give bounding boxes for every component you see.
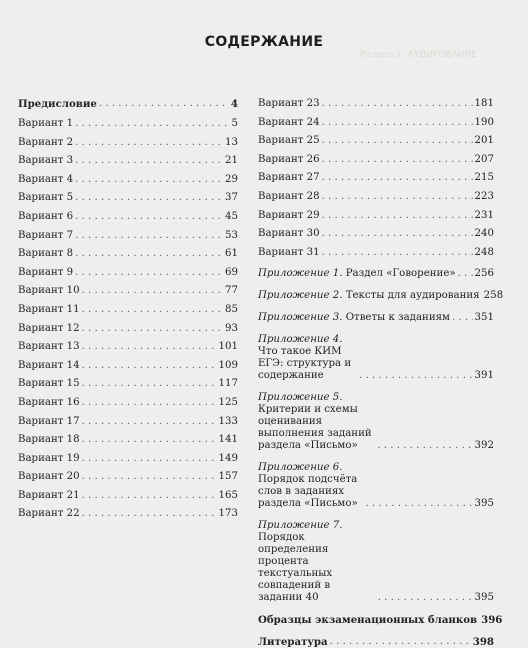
toc-entry-variant[interactable]	[18, 490, 238, 502]
toc-entry-variant[interactable]	[18, 378, 238, 390]
toc-entry-variant[interactable]	[18, 230, 238, 242]
toc-entry-label: Вариант 14	[18, 359, 80, 371]
toc-entry-label: Вариант 16	[18, 396, 80, 408]
dot-leader	[82, 285, 223, 297]
toc-entry-label: Вариант 28	[258, 190, 320, 202]
toc-entry-variant[interactable]	[18, 285, 238, 297]
appendix-prefix: Приложение 2.	[258, 289, 343, 301]
toc-entry-label: Вариант 19	[18, 452, 80, 464]
toc-page-number: 351	[474, 311, 494, 323]
appendix-prefix: Приложение 3.	[258, 311, 343, 323]
dot-leader	[82, 304, 223, 316]
toc-entry-variant[interactable]	[258, 98, 494, 110]
toc-page-number: 101	[218, 341, 238, 353]
toc-entry-label: Вариант 7	[18, 229, 74, 241]
dot-leader	[322, 98, 473, 110]
toc-entry-appendix[interactable]	[258, 520, 494, 604]
toc-page-number: 93	[225, 322, 238, 334]
dot-leader	[75, 137, 223, 149]
toc-appendix-label	[258, 290, 480, 302]
toc-entry-variant[interactable]	[18, 360, 238, 372]
toc-entry-label: Вариант 20	[18, 471, 80, 483]
dot-leader	[82, 416, 217, 428]
dot-leader	[378, 592, 473, 604]
toc-page-number: 37	[225, 192, 238, 204]
toc-entry-label: Вариант 15	[18, 378, 80, 390]
appendix-prefix: Приложение 4.	[258, 333, 343, 345]
toc-entry-label: Вариант 21	[18, 489, 80, 501]
dot-leader	[322, 135, 473, 147]
dot-leader	[82, 341, 217, 353]
dot-leader	[82, 434, 217, 446]
appendix-title: Ответы к заданиям	[342, 311, 450, 323]
toc-entry-label: Вариант 30	[258, 228, 320, 240]
toc-entry-variant[interactable]	[258, 191, 494, 203]
dot-leader	[458, 268, 473, 280]
toc-entry-label: Вариант 5	[18, 192, 74, 204]
appendix-title: Порядок подсчёта слов в заданиях раздела «Письмо»	[258, 473, 358, 509]
toc-appendix-label	[258, 462, 363, 510]
toc-entry-label: Вариант 31	[258, 246, 320, 258]
appendix-title: Что такое КИМ ЕГЭ: структура и содержание	[258, 345, 352, 381]
toc-entry-variant[interactable]	[18, 397, 238, 409]
dot-leader	[75, 192, 223, 204]
toc-entry-appendix[interactable]	[258, 312, 494, 324]
toc-page-number: 133	[218, 415, 238, 427]
dot-leader	[322, 117, 473, 129]
toc-page-number: 248	[474, 246, 494, 258]
toc-entry-variant[interactable]	[18, 267, 238, 279]
dot-leader	[75, 248, 223, 260]
toc-page-number: 392	[474, 439, 494, 451]
toc-page-number: 165	[218, 489, 238, 501]
toc-entry-appendix[interactable]	[258, 334, 494, 382]
toc-entry-label: Вариант 26	[258, 153, 320, 165]
toc-page-number: 391	[474, 369, 494, 381]
dot-leader	[359, 370, 472, 382]
toc-page-number: 215	[474, 172, 494, 184]
toc-entry-variant[interactable]	[258, 247, 494, 259]
toc-page-number: 77	[225, 285, 238, 297]
toc-page-number: 117	[218, 378, 238, 390]
toc-entry-label: Вариант 6	[18, 210, 74, 222]
toc-entry-appendix[interactable]	[258, 462, 494, 510]
dot-leader	[75, 267, 223, 279]
toc-page-number: 201	[474, 135, 494, 147]
toc-page-number: 29	[225, 173, 238, 185]
toc-entry-label: Вариант 2	[18, 136, 74, 148]
toc-entry-label: Вариант 25	[258, 135, 320, 147]
dot-leader	[82, 323, 223, 335]
toc-entry-label: Вариант 12	[18, 322, 80, 334]
toc-page-number: 395	[474, 591, 494, 603]
toc-page-number: 61	[225, 248, 238, 260]
toc-appendix-label	[258, 312, 450, 324]
toc-entry-label: Вариант 9	[18, 266, 74, 278]
appendix-title: Раздел «Говорение»	[342, 267, 456, 279]
toc-page-number: 223	[474, 190, 494, 202]
toc-entry-variant[interactable]	[18, 341, 238, 353]
toc-right-column	[258, 94, 504, 648]
dot-leader	[82, 360, 217, 372]
toc-page-number: 5	[231, 118, 238, 129]
dot-leader	[82, 378, 217, 390]
toc-entry-variant[interactable]	[18, 174, 238, 186]
toc-entry-label: Вариант 1	[18, 118, 74, 129]
toc-page-number: 4	[230, 98, 238, 110]
toc-entry-appendix[interactable]	[258, 289, 504, 302]
toc-page-number: 256	[474, 267, 494, 279]
page-title: СОДЕРЖАНИЕ	[204, 34, 324, 50]
dot-leader	[82, 471, 217, 483]
toc-entry-label: Вариант 13	[18, 341, 80, 353]
toc-entry-label: Вариант 29	[258, 209, 320, 221]
toc-entry-appendix[interactable]	[258, 268, 494, 280]
appendix-prefix: Приложение 1.	[258, 267, 343, 279]
toc-entry-variant[interactable]	[18, 323, 238, 335]
toc-page-number: 231	[474, 209, 494, 221]
toc-page-number: 190	[474, 116, 494, 128]
toc-page-number: 396	[481, 613, 503, 626]
toc-entry-label: Вариант 23	[258, 98, 320, 109]
toc-entry-variant[interactable]	[18, 471, 238, 483]
toc-entry-variant[interactable]	[18, 155, 238, 167]
toc-entry-variant[interactable]	[258, 228, 494, 240]
dot-leader	[75, 155, 223, 167]
toc-entry-variant[interactable]	[18, 416, 238, 428]
toc-entry-label: Вариант 11	[18, 303, 80, 315]
toc-entry-label: Вариант 4	[18, 173, 74, 185]
toc-page-number: 13	[225, 136, 238, 148]
dot-leader	[322, 247, 473, 259]
toc-entry-variant[interactable]	[18, 248, 238, 260]
toc-entry-variant[interactable]	[258, 135, 494, 147]
dot-leader	[322, 228, 473, 240]
toc-appendix-label	[258, 268, 456, 280]
toc-entry-label: Вариант 18	[18, 434, 80, 446]
appendix-prefix: Приложение 6.	[258, 461, 343, 473]
toc-entry-variant[interactable]	[18, 137, 238, 149]
dot-leader	[322, 191, 473, 203]
dot-leader	[75, 230, 223, 242]
toc-entry-label: Литература	[258, 635, 328, 648]
dot-leader	[82, 490, 217, 502]
toc-page-number: 141	[218, 434, 238, 446]
toc-entry-label: Вариант 10	[18, 285, 80, 297]
toc-entry-label: Вариант 24	[258, 116, 320, 128]
toc-page-number: 149	[218, 452, 238, 464]
toc-appendix-label	[258, 392, 375, 452]
toc-entry-appendix[interactable]	[258, 392, 494, 452]
toc-page-number: 173	[218, 508, 238, 520]
toc-entry-variant[interactable]	[258, 154, 494, 166]
toc-entry-variant[interactable]	[18, 192, 238, 204]
toc-page-number: 125	[218, 396, 238, 408]
appendix-title: Порядок определения процента текстуальных совпадений в задании 40	[258, 531, 333, 603]
appendix-title: Тексты для аудирования	[342, 289, 480, 301]
toc-entry-variant[interactable]	[18, 118, 238, 130]
toc-entry-variant[interactable]	[18, 508, 238, 520]
toc-entry-variant[interactable]	[18, 453, 238, 465]
toc-page-number: 181	[474, 98, 494, 109]
toc-entry-label: Вариант 27	[258, 172, 320, 184]
dot-leader	[99, 98, 229, 110]
dot-leader	[452, 312, 473, 324]
dot-leader	[377, 440, 472, 452]
dot-leader	[82, 397, 217, 409]
toc-page-number: 258	[483, 289, 504, 301]
toc-page-number: 21	[225, 155, 238, 167]
toc-page-number: 398	[472, 635, 494, 648]
toc-page-number: 207	[474, 153, 494, 165]
toc-page-number: 240	[474, 228, 494, 240]
toc-entry-variant[interactable]	[258, 172, 494, 184]
toc-page-number: 109	[218, 359, 238, 371]
dot-leader	[322, 210, 473, 222]
toc-entry-variant[interactable]	[18, 434, 238, 446]
dot-leader	[82, 508, 217, 520]
toc-page-number: 85	[225, 303, 238, 315]
dot-leader	[330, 636, 471, 648]
toc-entry-label: Вариант 22	[18, 508, 80, 520]
toc-entry-closing[interactable]	[258, 613, 503, 626]
toc-entry-variant[interactable]	[18, 211, 238, 223]
bleed-through-text: Раздел 1. АУДИРОВАНИЕ	[360, 50, 477, 60]
toc-entry-closing[interactable]	[258, 636, 494, 648]
toc-entry-label: Вариант 17	[18, 415, 80, 427]
toc-entry-label: Вариант 3	[18, 155, 74, 167]
dot-leader	[75, 118, 229, 130]
toc-page-number: 53	[225, 229, 238, 241]
dot-leader	[75, 174, 223, 186]
toc-page-number: 45	[225, 210, 238, 222]
appendix-title: Критерии и схемы оценивания выполнения заданий раздела «Письмо»	[258, 403, 372, 451]
toc-entry-label: Предисловие	[18, 98, 97, 110]
toc-page-number: 69	[225, 266, 238, 278]
toc-entry-variant[interactable]	[258, 117, 494, 129]
appendix-prefix: Приложение 5.	[258, 391, 343, 403]
toc-entry-label: Вариант 8	[18, 248, 74, 260]
toc-appendix-label	[258, 334, 357, 382]
dot-leader	[82, 453, 217, 465]
dot-leader	[322, 154, 473, 166]
toc-entry-variant[interactable]	[18, 304, 238, 316]
toc-page-number: 395	[474, 497, 494, 509]
toc-entry-preface[interactable]	[18, 98, 238, 110]
appendix-prefix: Приложение 7.	[258, 519, 343, 531]
toc-appendix-label	[258, 520, 376, 604]
toc-entry-variant[interactable]	[258, 210, 494, 222]
dot-leader	[322, 172, 473, 184]
toc-left-column	[18, 94, 238, 520]
dot-leader	[75, 211, 223, 223]
toc-page-number: 157	[218, 471, 238, 483]
toc-entry-label: Образцы экзаменационных бланков	[258, 613, 478, 626]
